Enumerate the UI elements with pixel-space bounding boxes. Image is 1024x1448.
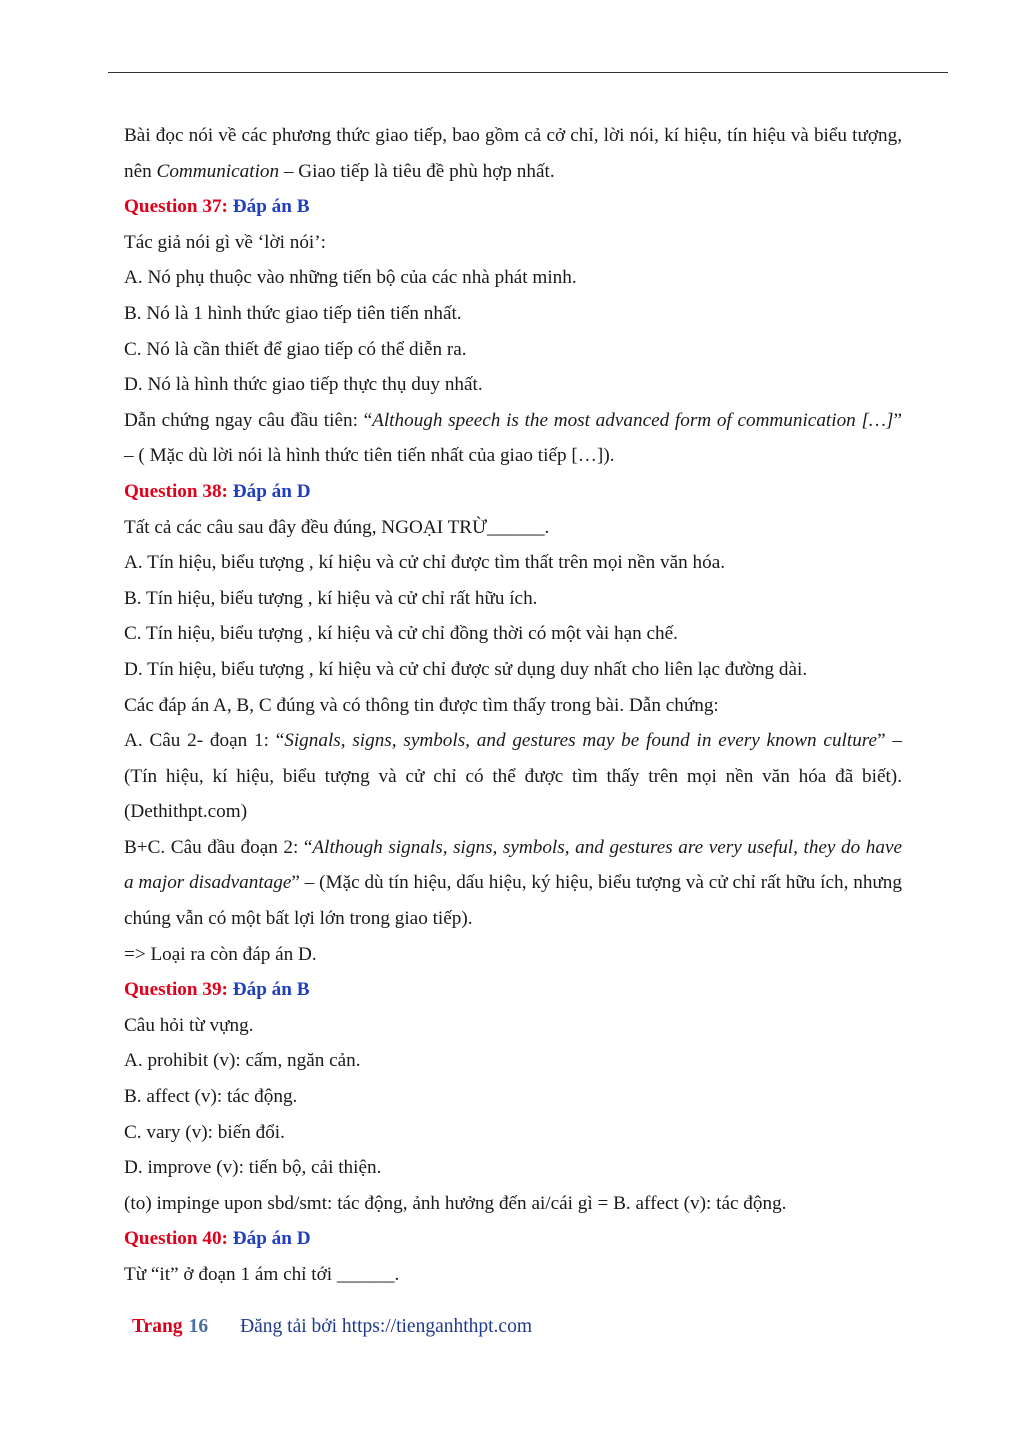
option-c: C. Nó là cần thiết để giao tiếp có thể diễn ra.	[124, 338, 467, 360]
option-a: A. prohibit (v): cấm, ngăn cản.	[124, 1050, 361, 1072]
option-b: B. affect (v): tác động.	[124, 1086, 298, 1108]
option-b: B. Nó là 1 hình thức giao tiếp tiên tiến nhất.	[124, 302, 462, 324]
question-prompt: Câu hỏi từ vựng.	[124, 1014, 254, 1036]
option-c: C. Tín hiệu, biểu tượng , kí hiệu và cử chỉ đồng thời có một vài hạn chế.	[124, 623, 678, 645]
intro-paragraph	[124, 118, 902, 189]
question-label: Question 39:	[124, 979, 228, 1001]
answer-label: Đáp án B	[232, 979, 310, 1001]
question-label: Question 37:	[124, 196, 228, 218]
question-label: Question 40:	[124, 1228, 228, 1250]
evidence-intro: B+C. Câu đầu đoạn 2: “	[124, 836, 313, 858]
page-number: 16	[188, 1316, 209, 1337]
evidence-intro: Dẫn chứng ngay câu đầu tiên: “	[124, 409, 373, 431]
intro-title-term: Communication	[156, 160, 280, 182]
page-footer	[132, 1316, 532, 1338]
document-body	[124, 118, 902, 1293]
question-label: Question 38:	[124, 480, 228, 502]
evidence-intro: A. Câu 2- đoạn 1: “	[124, 730, 285, 752]
option-a: A. Tín hiệu, biểu tượng , kí hiệu và cử chỉ được tìm thất trên mọi nền văn hóa.	[124, 552, 726, 574]
option-d: D. Tín hiệu, biểu tượng , kí hiệu và cử chỉ được sử dụng duy nhất cho liên lạc đường dài.	[124, 658, 808, 680]
answer-label: Đáp án D	[232, 1228, 311, 1250]
question-39-heading	[124, 972, 902, 1008]
evidence-paragraph-bc	[124, 830, 902, 937]
explanation-text: (to) impinge upon sbd/smt: tác động, ảnh hưởng đến ai/cái gì = B. affect (v): tác động.	[124, 1192, 787, 1214]
answer-label: Đáp án B	[232, 196, 310, 218]
evidence-quote: Signals, signs, symbols, and gestures may be found in every known culture	[284, 730, 878, 752]
evidence-quote: Although speech is the most advanced form of communication […]	[372, 409, 894, 431]
intro-text: Bài đọc nói về các phương thức giao tiếp, bao gồm cả cở chỉ, lời nói, kí hiệu, tín hiệu và biểu tượng, nên	[124, 125, 902, 182]
evidence-paragraph-a	[124, 723, 902, 830]
question-37-heading	[124, 189, 902, 225]
question-38-heading	[124, 474, 902, 510]
evidence-translation: ” – (Mặc dù tín hiệu, dấu hiệu, ký hiệu, biểu tượng và cử chỉ rất hữu ích, nhưng chúng vẫn có một bất lợi lớn trong giao tiếp).	[124, 872, 902, 930]
question-40-heading	[124, 1221, 902, 1257]
intro-text-end: – Giao tiếp là tiêu đề phù hợp nhất.	[279, 160, 555, 182]
uploaded-by-link[interactable]: Đăng tải bởi https://tienganhthpt.com	[240, 1316, 533, 1337]
evidence-translation: ” – ( Mặc dù lời nói là hình thức tiên tiến nhất của giao tiếp […]).	[124, 409, 902, 467]
page-label: Trang	[132, 1316, 183, 1337]
answer-label: Đáp án D	[232, 480, 311, 502]
conclusion-text: => Loại ra còn đáp án D.	[124, 943, 317, 965]
option-d: D. Nó là hình thức giao tiếp thực thụ duy nhất.	[124, 374, 483, 396]
explanation-text: Các đáp án A, B, C đúng và có thông tin được tìm thấy trong bài. Dẫn chứng:	[124, 694, 719, 716]
question-prompt: Tác giả nói gì về ‘lời nói’:	[124, 231, 326, 253]
evidence-paragraph	[124, 403, 902, 474]
header-divider	[108, 72, 948, 73]
option-a: A. Nó phụ thuộc vào những tiến bộ của các nhà phát minh.	[124, 267, 577, 289]
question-prompt: Tất cả các câu sau đây đều đúng, NGOẠI TRỪ______.	[124, 516, 550, 538]
question-prompt: Từ “it” ở đoạn 1 ám chỉ tới ______.	[124, 1264, 400, 1285]
option-c: C. vary (v): biến đổi.	[124, 1121, 285, 1143]
option-d: D. improve (v): tiến bộ, cải thiện.	[124, 1157, 382, 1179]
evidence-quote: Although signals, signs, symbols, and gestures are very useful, they do have a major disadvantage	[124, 836, 902, 894]
option-b: B. Tín hiệu, biểu tượng , kí hiệu và cử chỉ rất hữu ích.	[124, 587, 538, 609]
evidence-translation: ” – (Tín hiệu, kí hiệu, biểu tượng và cử chỉ có thể được tìm thấy trên mọi nền văn hóa đã biết). (Dethithpt.com)	[124, 730, 902, 823]
